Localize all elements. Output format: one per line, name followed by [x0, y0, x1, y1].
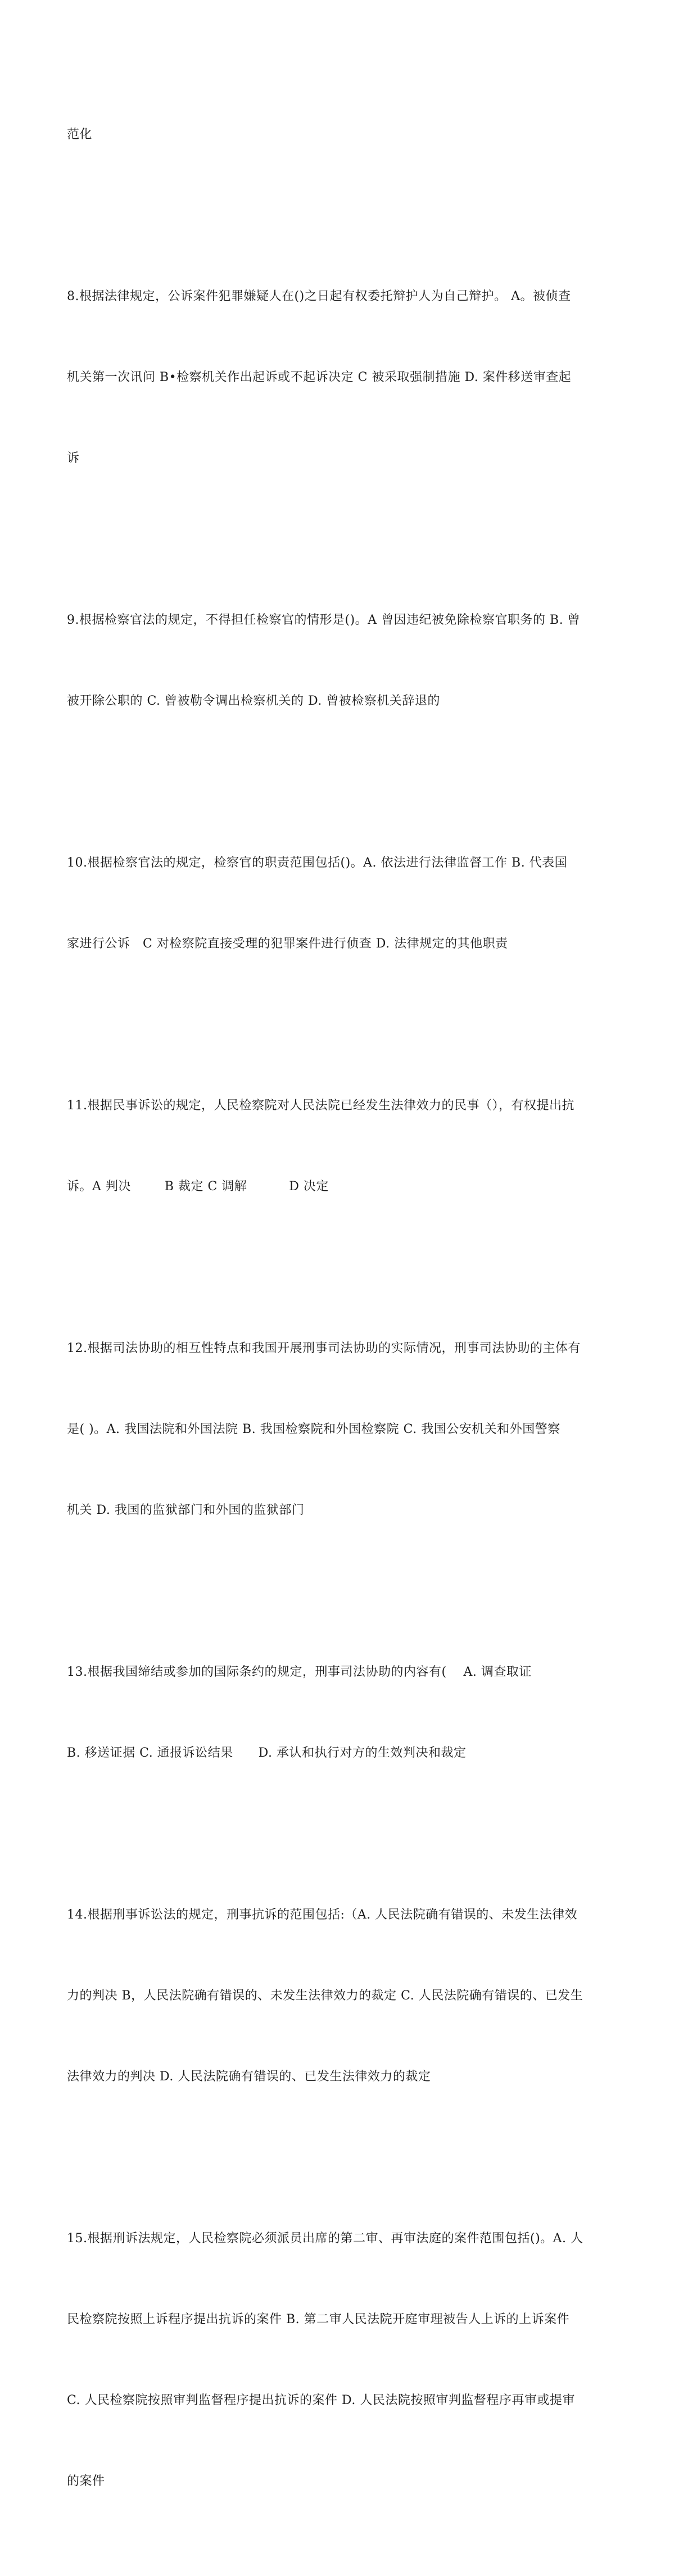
question-13 — [67, 1605, 635, 1821]
text-line: 13.根据我国缔结或参加的国际条约的规定，刑事司法协助的内容有( A. 调查取证 — [67, 1665, 532, 1679]
question-8 — [67, 229, 635, 526]
text-line: 诉 — [67, 451, 80, 465]
text-line: 机关 D. 我国的监狱部门和外国的监狱部门 — [67, 1503, 305, 1517]
text-line: 是( )。A. 我国法院和外国法院 B. 我国检察院和外国检察院 C. 我国公安机关和外国警察 — [67, 1422, 560, 1436]
text-line: B. 移送证据 C. 通报诉讼结果 D. 承认和执行对方的生效判决和裁定 — [67, 1746, 467, 1760]
text-line: 11.根据民事诉讼的规定，人民检察院对人民法院已经发生法律效力的民事（），有权提出抗 — [67, 1099, 574, 1113]
text-line: 法律效力的判决 D. 人民法院确有错误的、已发生法律效力的裁定 — [67, 2070, 431, 2084]
question-10 — [67, 796, 635, 1012]
text-line: 家进行公诉 C 对检察院直接受理的犯罪案件进行侦查 D. 法律规定的其他职责 — [67, 937, 508, 951]
text-line: 9.根据检察官法的规定，不得担任检察官的情形是()。A 曾因违纪被免除检察官职务的 B. 曾 — [67, 613, 581, 627]
text-line: 力的判决 B，人民法院确有错误的、未发生法律效力的裁定 C. 人民法院确有错误的、已发生 — [67, 1989, 583, 2003]
text-line: 15.根据刑诉法规定，人民检察院必须派员出席的第二审、再审法庭的案件范围包括()。A. 人 — [67, 2232, 583, 2246]
text-line: 14.根据刑事诉讼法的规定，刑事抗诉的范围包括:（A. 人民法院确有错误的、未发生法律效 — [67, 1908, 578, 1922]
text-line: 民检察院按照上诉程序提出抗诉的案件 B. 第二审人民法院开庭审理被告人上诉的上诉案件 — [67, 2312, 570, 2326]
continuation-paragraph — [67, 67, 635, 202]
text-line: 范化 — [67, 128, 93, 142]
question-11 — [67, 1038, 635, 1254]
document-body — [67, 67, 635, 2576]
text-line: 被开除公职的 C. 曾被勒令调出检察机关的 D. 曾被检察机关辞退的 — [67, 694, 440, 708]
question-12 — [67, 1281, 635, 1578]
text-line: 诉。A 判决 B 裁定 C 调解 D 决定 — [67, 1180, 329, 1194]
text-line: 12.根据司法协助的相互性特点和我国开展刑事司法协助的实际情况，刑事司法协助的主体有 — [67, 1341, 581, 1355]
text-line: 机关第一次讯问 B•检察机关作出起诉或不起诉决定 C 被采取强制措施 D. 案件移送审查起 — [67, 370, 572, 384]
text-line: 的案件 — [67, 2474, 105, 2488]
question-15 — [67, 2171, 635, 2549]
text-line: C. 人民检察院按照审判监督程序提出抗诉的案件 D. 人民法院按照审判监督程序再审或提审 — [67, 2393, 575, 2407]
text-line: 10.根据检察官法的规定，检察官的职责范围包括()。A. 依法进行法律监督工作 B. 代表国 — [67, 856, 568, 870]
text-line: 8.根据法律规定，公诉案件犯罪嫌疑人在()之日起有权委托辩护人为自己辩护。 A。被侦查 — [67, 289, 571, 303]
question-14 — [67, 1848, 635, 2144]
question-9 — [67, 553, 635, 769]
